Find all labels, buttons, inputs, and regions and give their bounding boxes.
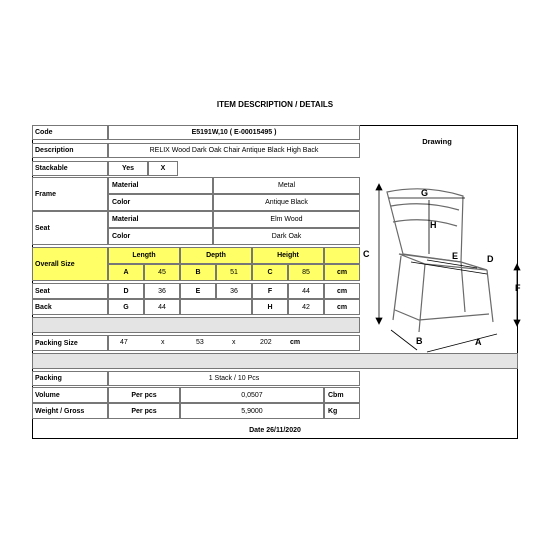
frame-label: Frame [32, 177, 108, 211]
drawing-title: Drawing [422, 137, 452, 146]
description-label: Description [32, 143, 108, 158]
dim-f-value: 44 [288, 283, 324, 299]
seat-label: Seat [32, 211, 108, 245]
packing-x2: x [232, 339, 236, 346]
packing-size-label: Packing Size [32, 335, 108, 351]
seat-unit: cm [324, 283, 360, 299]
dim-h-value: 42 [288, 299, 324, 315]
page-title: ITEM DESCRIPTION / DETAILS [216, 100, 334, 109]
drawing-label-e: E [452, 251, 459, 261]
dim-c-value: 85 [288, 264, 324, 281]
dim-h-key: H [252, 299, 288, 315]
weight-unit: Kg [324, 403, 360, 419]
frame-material-label: Material [108, 177, 213, 194]
dim-a-value: 45 [144, 264, 180, 281]
packing-height: 202 [260, 339, 272, 346]
drawing-label-g: G [421, 188, 429, 198]
packing-x1: x [161, 339, 165, 346]
depth-header: Depth [180, 247, 252, 264]
packing-width: 53 [196, 339, 204, 346]
seat-material-label: Material [108, 211, 213, 228]
back-unit: cm [324, 299, 360, 315]
back-blank [180, 299, 252, 315]
packing-unit: cm [290, 339, 301, 346]
height-header: Height [252, 247, 324, 264]
spacer-row [32, 317, 360, 333]
weight-value: 5,9000 [180, 403, 324, 419]
drawing-label-b: B [416, 336, 423, 346]
frame-color-value: Antique Black [213, 194, 360, 211]
volume-unit: Cbm [324, 387, 360, 403]
packing-value: 1 Stack / 10 Pcs [108, 371, 360, 386]
overall-unit: cm [324, 264, 360, 281]
footer-date: Date 26/11/2020 [249, 427, 301, 434]
dim-d-value: 36 [144, 283, 180, 299]
drawing-label-d: D [487, 254, 494, 264]
frame-color-label: Color [108, 194, 213, 211]
description-value: RELIX Wood Dark Oak Chair Antique Black High Back [108, 143, 360, 158]
chair-drawing [365, 170, 530, 370]
code-label: Code [32, 125, 108, 140]
dim-b-key: B [180, 264, 216, 281]
weight-label: Weight / Gross [32, 403, 108, 419]
dim-d-key: D [108, 283, 144, 299]
stackable-yes: Yes [108, 161, 148, 176]
dim-a-key: A [108, 264, 144, 281]
length-header: Length [108, 247, 180, 264]
seat-material-value: Elm Wood [213, 211, 360, 228]
dim-g-value: 44 [144, 299, 180, 315]
dim-g-key: G [108, 299, 144, 315]
dim-c-key: C [252, 264, 288, 281]
dim-f-key: F [252, 283, 288, 299]
overall-size-label: Overall Size [32, 247, 108, 281]
dim-e-value: 36 [216, 283, 252, 299]
volume-value: 0,0507 [180, 387, 324, 403]
seat-dims-label: Seat [32, 283, 108, 299]
weight-per: Per pcs [108, 403, 180, 419]
stackable-mark: X [148, 161, 178, 176]
drawing-label-h: H [430, 220, 437, 230]
seat-color-label: Color [108, 228, 213, 245]
packing-length: 47 [120, 339, 128, 346]
volume-per: Per pcs [108, 387, 180, 403]
drawing-label-c: C [363, 249, 370, 259]
volume-label: Volume [32, 387, 108, 403]
back-label: Back [32, 299, 108, 315]
drawing-label-f: F [515, 283, 521, 293]
packing-label: Packing [32, 371, 108, 386]
code-value: E5191W,10 ( E-00015495 ) [108, 125, 360, 140]
stackable-label: Stackable [32, 161, 108, 176]
seat-color-value: Dark Oak [213, 228, 360, 245]
drawing-label-a: A [475, 337, 482, 347]
unit-header-blank [324, 247, 360, 264]
dim-b-value: 51 [216, 264, 252, 281]
frame-material-value: Metal [213, 177, 360, 194]
dim-e-key: E [180, 283, 216, 299]
